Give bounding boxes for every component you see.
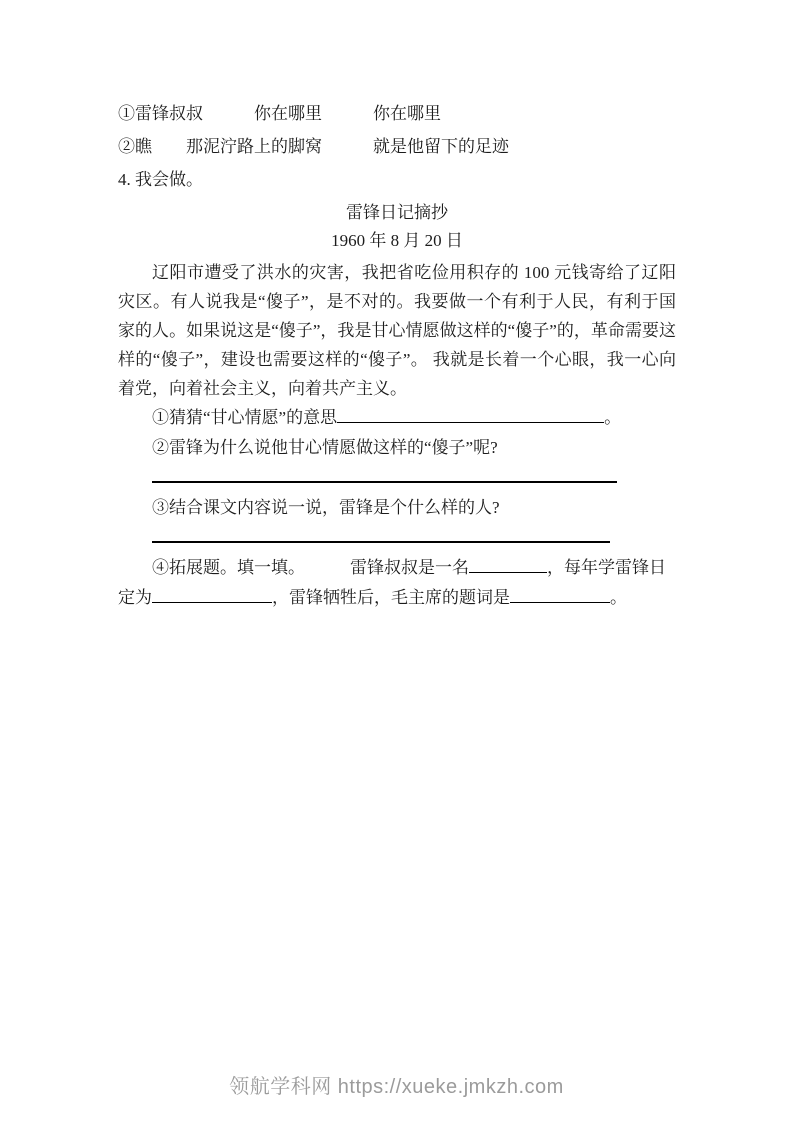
question-4-intro: ④拓展题。填一填。 (152, 558, 305, 577)
diary-body-paragraph: 辽阳市遭受了洪水的灾害，我把省吃俭用积存的 100 元钱寄给了辽阳灾区。有人说我是“傻子”，是不对的。我要做一个有利于人民，有利于国家的人。如果说这是“傻子”，我是甘心情愿做这样的“傻子”的，革命需要这样的“傻子”，建设也需要这样的“傻子”。 我就是长着一个心眼，我一心向着党，向着社会主义，向着共产主义。 (118, 263, 676, 398)
question-4-line-2 (118, 583, 676, 613)
question-1-period: 。 (604, 408, 622, 427)
question-4-fill1-label: 雷锋叔叔是一名 (350, 558, 469, 577)
question-4-period: 。 (610, 588, 627, 607)
worksheet-content (118, 97, 676, 613)
question-4-blank-2 (152, 585, 272, 603)
answer-list-line-2: ②瞧 那泥泞路上的脚窝 就是他留下的足迹 (118, 137, 509, 156)
diary-date: 1960 年 8 月 20 日 (331, 231, 463, 250)
footer-site-url: 领航学科网 https://xueke.jmkzh.com (229, 1076, 564, 1098)
question-4-line2-start: 定为 (118, 588, 152, 607)
question-3-label: ③结合课文内容说一说，雷锋是个什么样的人? (152, 498, 500, 517)
question-4-line-1 (118, 553, 676, 583)
question-2-answer-line (118, 463, 676, 493)
question-3-answer-line (118, 523, 676, 553)
question-4-after-fill1: ，每年学雷锋日 (547, 558, 666, 577)
exercise-4-heading: 4. 我会做。 (118, 170, 203, 189)
question-4-blank-1 (469, 555, 547, 573)
question-1-label: ①猜猜“甘心情愿”的意思 (152, 408, 338, 427)
question-2 (118, 433, 676, 463)
question-1-answer-blank (337, 405, 604, 423)
question-2-label: ②雷锋为什么说他甘心情愿做这样的“傻子”呢? (152, 438, 498, 457)
diary-title: 雷锋日记摘抄 (346, 203, 448, 222)
answer-blank-line (152, 463, 617, 483)
answer-blank-line (152, 523, 610, 543)
footer-watermark (0, 1070, 793, 1099)
question-1 (118, 403, 676, 433)
question-3 (118, 493, 676, 523)
question-4-blank-3 (510, 585, 610, 603)
answer-list-line-1: ①雷锋叔叔 你在哪里 你在哪里 (118, 104, 441, 123)
question-4-after-fill2: ，雷锋牺牲后，毛主席的题词是 (272, 588, 510, 607)
